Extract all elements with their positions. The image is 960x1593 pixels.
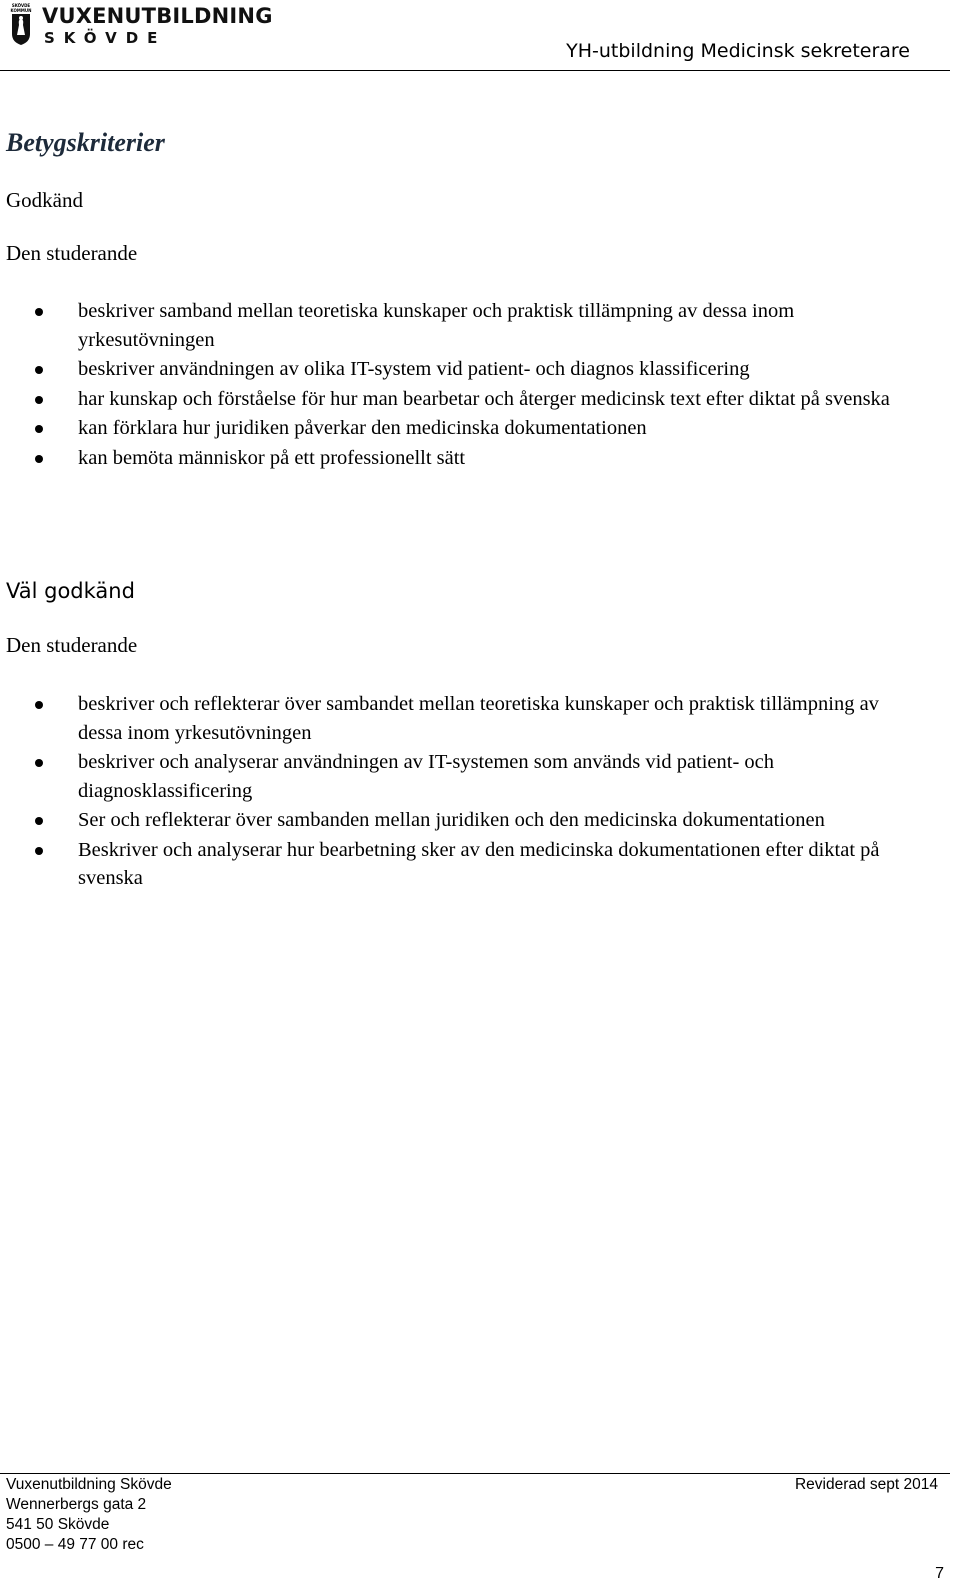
- footer-revised: Reviderad sept 2014: [794, 1476, 938, 1493]
- header-divider: [0, 70, 950, 71]
- list-item: kan bemöta människor på ett professionellt sätt: [0, 444, 950, 473]
- grade-heading-val-godkand: Väl godkänd: [6, 579, 135, 603]
- bullet-icon: [35, 847, 43, 855]
- list-item: har kunskap och förståelse för hur man bearbetar och återger medicinsk text efter diktat på svenska: [0, 385, 950, 414]
- crest-icon: [10, 2, 32, 46]
- bullet-icon: [35, 759, 43, 767]
- svg-text:SKÖVDE: SKÖVDE: [11, 3, 31, 8]
- grade-heading-godkand: Godkänd: [6, 188, 83, 212]
- footer-address: [6, 1475, 172, 1555]
- page-header: [0, 0, 960, 72]
- document-header-title: YH-utbildning Medicinsk sekreterare: [566, 40, 910, 62]
- bullet-icon: [35, 455, 43, 463]
- criteria-list-val-godkand: [0, 690, 950, 894]
- list-item: kan förklara hur juridiken påverkar den medicinska dokumentationen: [0, 414, 950, 443]
- bullet-icon: [35, 701, 43, 709]
- logo-sub-text: SKÖVDE: [44, 29, 167, 47]
- footer-postal: 541 50 Skövde: [6, 1516, 110, 1533]
- logo: [8, 2, 273, 50]
- footer-org: Vuxenutbildning Skövde: [6, 1476, 172, 1493]
- section-intro: Den studerande: [6, 633, 138, 657]
- page-title: Betygskriterier: [6, 128, 165, 157]
- list-item: beskriver användningen av olika IT-system vid patient- och diagnos klassificering: [0, 355, 950, 384]
- list-item: beskriver och reflekterar över sambandet mellan teoretiska kunskaper och praktisk tillämpning av dessa inom yrkesutövningen: [0, 690, 950, 747]
- list-item: Beskriver och analyserar hur bearbetning sker av den medicinska dokumentationen efter diktat på svenska: [0, 836, 950, 893]
- list-item: beskriver samband mellan teoretiska kunskaper och praktisk tillämpning av dessa inom yrkesutövningen: [0, 297, 950, 354]
- logo-main-text: VUXENUTBILDNING: [42, 4, 273, 28]
- bullet-icon: [35, 366, 43, 374]
- bullet-icon: [35, 425, 43, 433]
- svg-text:KOMMUN: KOMMUN: [10, 8, 32, 13]
- page-number: 7: [935, 1565, 944, 1582]
- criteria-list-godkand: [0, 297, 950, 473]
- footer-phone: 0500 – 49 77 00 rec: [6, 1536, 144, 1553]
- bullet-icon: [35, 396, 43, 404]
- footer-divider: [0, 1473, 950, 1474]
- list-item: beskriver och analyserar användningen av IT-systemen som används vid patient- och diagnosklassificering: [0, 748, 950, 805]
- section-intro: Den studerande: [6, 241, 138, 265]
- bullet-icon: [35, 308, 43, 316]
- footer-street: Wennerbergs gata 2: [6, 1496, 147, 1513]
- list-item: Ser och reflekterar över sambanden mellan juridiken och den medicinska dokumentationen: [0, 806, 950, 835]
- bullet-icon: [35, 817, 43, 825]
